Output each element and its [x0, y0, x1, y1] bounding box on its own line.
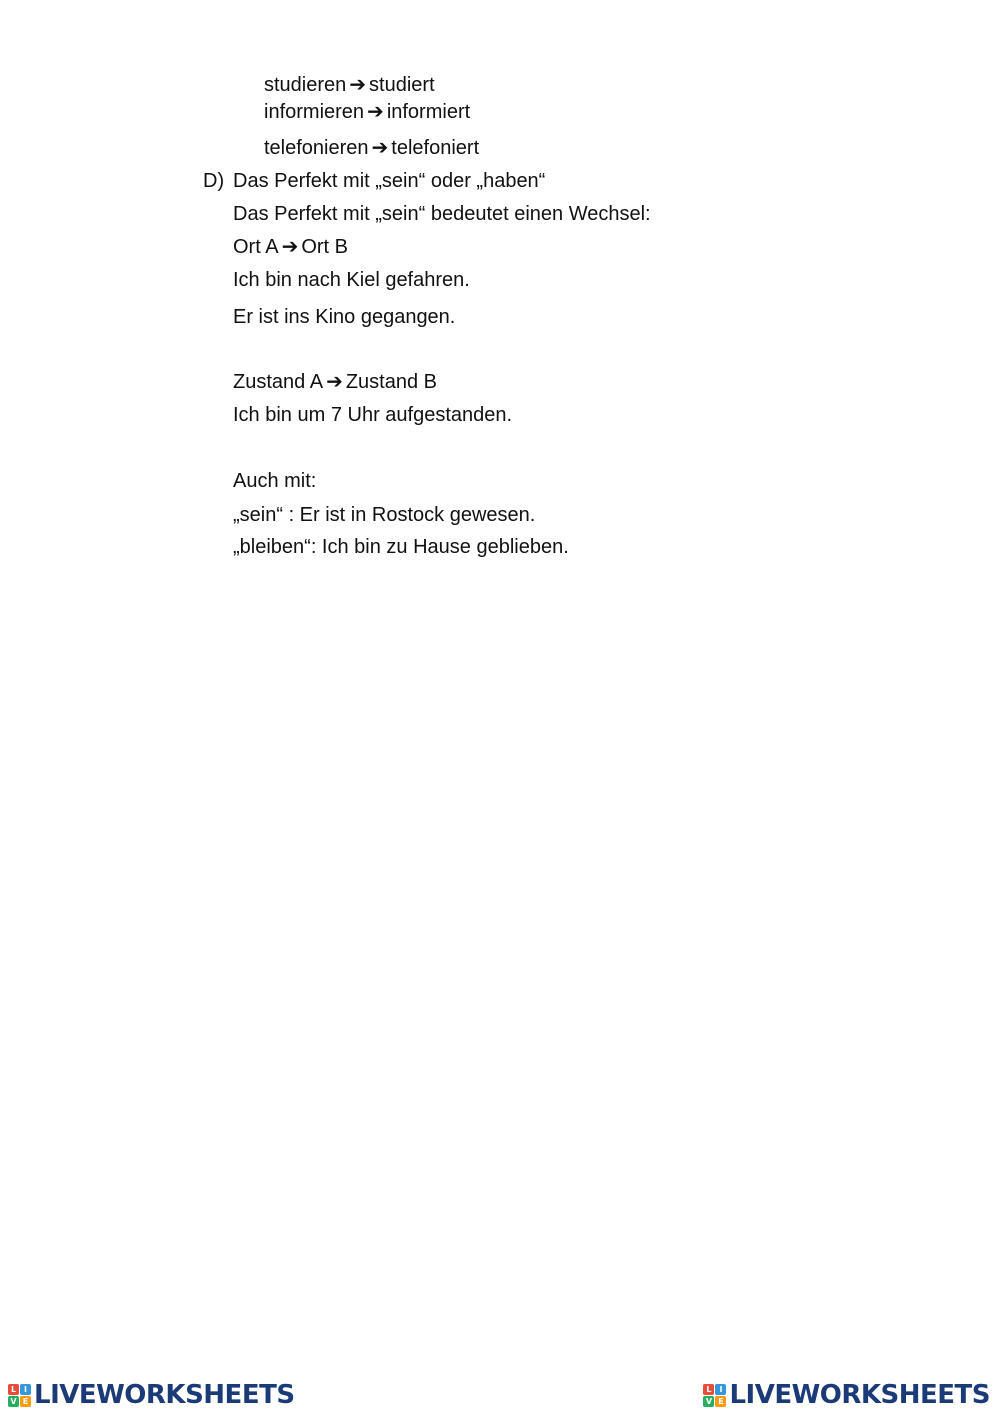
- infinitive: telefonieren: [264, 137, 369, 159]
- logo-letter: E: [715, 1396, 726, 1407]
- logo-letter: L: [703, 1384, 714, 1395]
- arrow-right-icon: ➔: [281, 236, 299, 258]
- section-marker: D): [203, 170, 225, 192]
- place-to: Ort B: [301, 236, 349, 258]
- state-to: Zustand B: [345, 371, 437, 393]
- participle: telefoniert: [391, 137, 480, 159]
- place-change: [233, 235, 348, 259]
- verb-example-telefonieren: [264, 136, 479, 160]
- verb-example-studieren: [264, 73, 435, 97]
- section-intro: Das Perfekt mit „sein“ bedeutet einen Wechsel:: [233, 203, 651, 225]
- verb-example-informieren: [264, 100, 470, 124]
- state-example: Ich bin um 7 Uhr aufgestanden.: [233, 404, 513, 426]
- brand-name: LIVEWORKSHEETS: [729, 1380, 990, 1410]
- state-change: [233, 370, 437, 394]
- brand-right: [703, 1379, 990, 1411]
- also-with-item: „bleiben“: Ich bin zu Hause geblieben.: [233, 536, 569, 558]
- brand-name: LIVEWORKSHEETS: [34, 1380, 295, 1410]
- arrow-right-icon: ➔: [349, 74, 367, 96]
- state-from: Zustand A: [233, 371, 324, 393]
- also-with-item: „sein“ : Er ist in Rostock gewesen.: [233, 504, 536, 526]
- participle: studiert: [369, 74, 435, 96]
- arrow-right-icon: ➔: [367, 101, 384, 123]
- liveworksheets-logo-icon: [703, 1384, 726, 1407]
- logo-letter: V: [703, 1396, 714, 1407]
- place-example: Ich bin nach Kiel gefahren.: [233, 269, 470, 291]
- place-from: Ort A: [233, 236, 279, 258]
- section-title: Das Perfekt mit „sein“ oder „haben“: [233, 170, 546, 192]
- logo-letter: I: [20, 1384, 31, 1395]
- arrow-right-icon: ➔: [326, 371, 343, 393]
- infinitive: studieren: [264, 74, 347, 96]
- logo-letter: V: [8, 1396, 19, 1407]
- logo-letter: E: [20, 1396, 31, 1407]
- logo-letter: L: [8, 1384, 19, 1395]
- logo-letter: I: [715, 1384, 726, 1395]
- brand-left: [8, 1379, 295, 1411]
- place-example: Er ist ins Kino gegangen.: [233, 306, 456, 328]
- infinitive: informieren: [264, 101, 365, 123]
- arrow-right-icon: ➔: [371, 137, 389, 159]
- participle: informiert: [386, 101, 471, 123]
- also-with-label: Auch mit:: [233, 470, 317, 492]
- liveworksheets-logo-icon: [8, 1384, 31, 1407]
